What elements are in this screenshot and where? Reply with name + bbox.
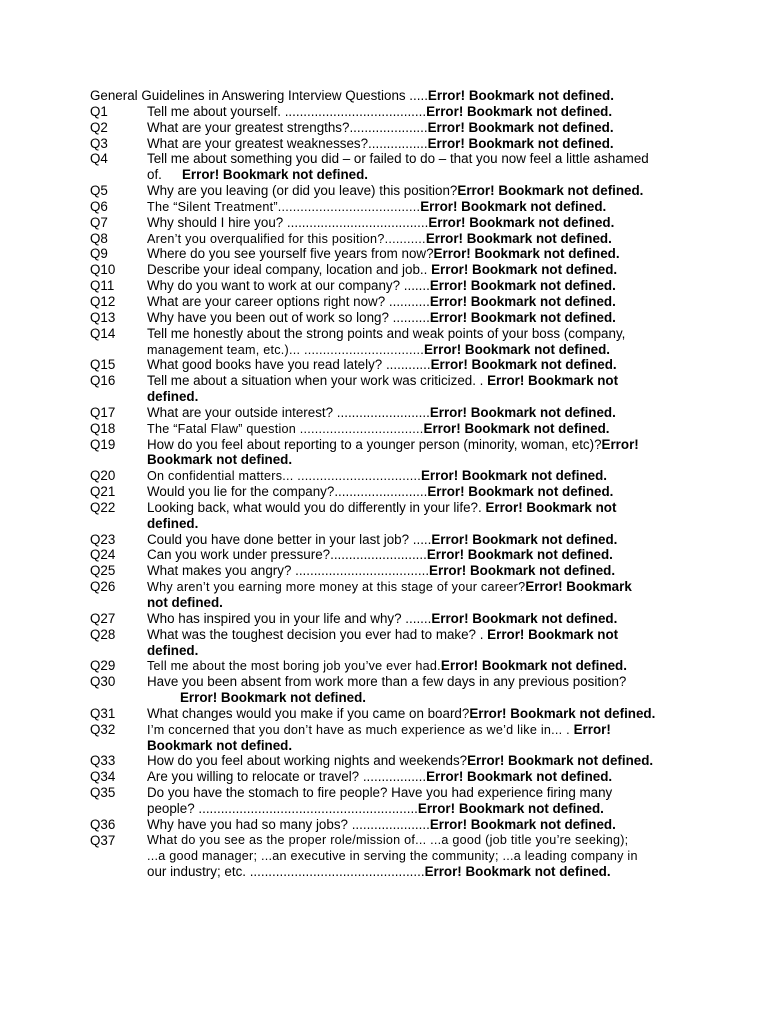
question-text: What are your career options right now? ........... xyxy=(147,293,430,309)
error-text: Error! Bookmark not defined. xyxy=(420,468,607,484)
toc-entry-q37[interactable] xyxy=(90,833,690,849)
question-number: Q24 xyxy=(90,547,116,563)
question-number: Q12 xyxy=(90,293,116,309)
question-number: Q14 xyxy=(90,325,116,341)
question-number: Q17 xyxy=(90,404,116,420)
toc-entry-q27[interactable] xyxy=(90,611,690,627)
toc-entry-q34[interactable] xyxy=(90,769,690,785)
question-number: Q27 xyxy=(90,610,116,626)
error-text: Error! Bookmark not xyxy=(487,626,619,642)
question-text: What are your greatest weaknesses?................ xyxy=(147,135,428,151)
question-number: Q16 xyxy=(90,373,116,389)
question-number: Q1 xyxy=(90,103,108,119)
toc-text: General Guidelines in Answering Interview Questions ..... xyxy=(90,88,428,103)
toc-entry-q11[interactable] xyxy=(90,278,690,294)
question-number: Q21 xyxy=(90,484,116,500)
question-number: Q35 xyxy=(90,785,116,801)
toc-entry-q30[interactable] xyxy=(90,674,690,690)
question-text: What changes would you make if you came on board? xyxy=(147,705,470,721)
question-text: The “Fatal Flaw” question ................................. xyxy=(147,421,424,436)
question-number: Q22 xyxy=(90,499,116,515)
question-text: Would you lie for the company?......................... xyxy=(147,484,428,500)
error-text: Bookmark not defined. xyxy=(147,737,293,753)
toc-entry-q21[interactable] xyxy=(90,484,690,500)
question-number: Q37 xyxy=(90,832,116,848)
question-text: Aren’t you overqualified for this position?........... xyxy=(147,231,426,246)
toc-entry-q12[interactable] xyxy=(90,294,690,310)
question-text: Have you been absent from work more than a few days in any previous position? xyxy=(147,674,627,690)
error-text: Error! Bookmark not defined. xyxy=(423,420,610,436)
error-text: Error! Bookmark not defined. xyxy=(417,800,604,816)
error-text: Error! Bookmark not defined. xyxy=(433,246,620,262)
error-text: Error! Bookmark not defined. xyxy=(426,103,613,119)
toc-entry-q2[interactable] xyxy=(90,120,690,136)
toc-entry-q22-cont[interactable] xyxy=(90,516,690,532)
question-number: Q33 xyxy=(90,753,116,769)
question-number: Q28 xyxy=(90,626,116,642)
toc-entry-q6[interactable] xyxy=(90,199,690,215)
question-text: Tell me about a situation when your work was criticized. . xyxy=(147,373,488,389)
question-text: Why have you been out of work so long? .......... xyxy=(147,309,430,325)
toc-entry-q35-cont[interactable] xyxy=(90,801,690,817)
question-text: people? ........................................................... xyxy=(147,800,418,816)
question-text: Who has inspired you in your life and why? ....... xyxy=(147,610,432,626)
question-number: Q19 xyxy=(90,436,116,452)
question-text: Why aren’t you earning more money at this stage of your career? xyxy=(147,580,526,595)
question-text: How do you feel about reporting to a younger person (minority, woman, etc)? xyxy=(147,436,602,452)
question-number: Q13 xyxy=(90,309,116,325)
toc-entry-q35[interactable] xyxy=(90,785,690,801)
toc-entry-q31[interactable] xyxy=(90,706,690,722)
error-text: defined. xyxy=(147,515,199,531)
toc-entry-q23[interactable] xyxy=(90,532,690,548)
question-text: Can you work under pressure?.......................... xyxy=(147,547,427,563)
error-text: defined. xyxy=(147,389,199,405)
error-text: Error! Bookmark not defined. xyxy=(420,198,607,214)
question-text: management team, etc.)... ................................ xyxy=(147,342,424,357)
question-text: Looking back, what would you do differently in your life?. xyxy=(147,499,486,515)
question-text: Tell me about yourself. ...................................... xyxy=(147,103,427,119)
toc-entry-q16[interactable] xyxy=(90,373,690,389)
error-text: defined. xyxy=(147,642,199,658)
error-text: Error! xyxy=(573,721,611,737)
question-text: Are you willing to relocate or travel? ................. xyxy=(147,769,427,785)
error-text: Error! Bookmark not defined. xyxy=(469,705,656,721)
error-text: Error! Bookmark not defined. xyxy=(180,690,367,706)
toc-entry-q15[interactable] xyxy=(90,357,690,373)
question-number: Q34 xyxy=(90,769,116,785)
question-number: Q3 xyxy=(90,135,108,151)
error-text: Bookmark not defined. xyxy=(147,452,293,468)
toc-entry-q32-cont[interactable] xyxy=(90,738,690,754)
table-of-contents xyxy=(90,88,690,880)
toc-entry-q13[interactable] xyxy=(90,310,690,326)
toc-entry-q26-cont[interactable] xyxy=(90,595,690,611)
toc-entry-q28[interactable] xyxy=(90,627,690,643)
question-number: Q15 xyxy=(90,357,116,373)
question-text: Could you have done better in your last job? ..... xyxy=(147,531,432,547)
error-text: Error! Bookmark not defined. xyxy=(431,610,618,626)
toc-entry-q28-cont[interactable] xyxy=(90,643,690,659)
error-text: Error! Bookmark not defined. xyxy=(431,262,618,278)
question-number: Q11 xyxy=(90,278,115,294)
error-text: Error! Bookmark not defined. xyxy=(426,769,613,785)
error-text: Error! Bookmark not defined. xyxy=(429,293,616,309)
question-number: Q18 xyxy=(90,420,116,436)
question-text: The “Silent Treatment”...................................... xyxy=(147,199,421,214)
toc-entry-q19[interactable] xyxy=(90,437,690,453)
error-text: Error! Bookmark not defined. xyxy=(429,563,616,579)
question-number: Q2 xyxy=(90,119,108,135)
toc-entry-q16-cont[interactable] xyxy=(90,389,690,405)
question-text: Tell me honestly about the strong points and weak points of your boss (company, xyxy=(147,325,626,341)
question-text: On confidential matters... ................................. xyxy=(147,469,421,484)
question-text: What are your greatest strengths?..................... xyxy=(147,119,428,135)
toc-entry-q20[interactable] xyxy=(90,468,690,484)
toc-entry-q22[interactable] xyxy=(90,500,690,516)
error-text: Error! Bookmark not defined. xyxy=(430,357,617,373)
error-text: Error! Bookmark not xyxy=(487,373,619,389)
question-number: Q31 xyxy=(90,705,116,721)
toc-entry-q5[interactable] xyxy=(90,183,690,199)
toc-entry-q24[interactable] xyxy=(90,547,690,563)
question-text: How do you feel about working nights and weekends? xyxy=(147,753,468,769)
question-text: What do you see as the proper role/mission of... ...a good (job title you’re seeking); xyxy=(147,832,629,847)
question-text: ...a good manager; ...an executive in serving the community; ...a leading company in xyxy=(147,848,638,863)
toc-entry-q9[interactable] xyxy=(90,246,690,262)
question-number: Q29 xyxy=(90,658,116,674)
toc-entry-q37-cont[interactable] xyxy=(90,849,690,865)
question-text: our industry; etc. ............................................... xyxy=(147,864,425,880)
question-number: Q4 xyxy=(90,151,108,167)
question-text: of. xyxy=(147,167,162,183)
error-text: Error! Bookmark not defined. xyxy=(431,531,618,547)
error-text: Error! Bookmark not defined. xyxy=(427,135,614,151)
toc-entry-q3[interactable] xyxy=(90,136,690,152)
question-text: Why should I hire you? ...................................... xyxy=(147,214,429,230)
toc-entry-q18[interactable] xyxy=(90,421,690,437)
question-number: Q36 xyxy=(90,816,116,832)
toc-entry-q36[interactable] xyxy=(90,817,690,833)
toc-entry-guidelines[interactable] xyxy=(90,88,690,104)
toc-entry-q7[interactable] xyxy=(90,215,690,231)
error-text: Error! xyxy=(601,436,639,452)
question-text: Why are you leaving (or did you leave) this position? xyxy=(147,183,458,199)
question-text: Tell me about the most boring job you’ve ever had. xyxy=(147,659,441,674)
question-text: What are your outside interest? ......................... xyxy=(147,404,430,420)
question-text: What good books have you read lately? ............ xyxy=(147,357,431,373)
question-text: Why do you want to work at our company? ....... xyxy=(147,278,430,294)
error-text: Error! Bookmark not defined. xyxy=(424,864,611,880)
error-text: Error! Bookmark not defined. xyxy=(467,753,654,769)
question-number: Q7 xyxy=(90,214,108,230)
question-number: Q10 xyxy=(90,262,116,278)
error-text: Error! Bookmark not defined. xyxy=(440,658,627,674)
toc-entry-q19-cont[interactable] xyxy=(90,452,690,468)
toc-entry-q4[interactable] xyxy=(90,151,690,167)
question-number: Q26 xyxy=(90,579,116,595)
toc-entry-q33[interactable] xyxy=(90,753,690,769)
toc-entry-q4-cont[interactable] xyxy=(90,167,690,183)
toc-entry-q26[interactable] xyxy=(90,579,690,595)
question-number: Q30 xyxy=(90,674,116,690)
toc-entry-q1[interactable] xyxy=(90,104,690,120)
question-number: Q8 xyxy=(90,230,108,246)
error-text: Error! Bookmark not defined. xyxy=(427,484,614,500)
question-number: Q20 xyxy=(90,468,116,484)
toc-entry-q37-cont2[interactable] xyxy=(90,864,690,880)
toc-entry-q8[interactable] xyxy=(90,231,690,247)
toc-entry-q14-cont[interactable] xyxy=(90,342,690,358)
question-number: Q32 xyxy=(90,721,116,737)
toc-entry-q30-cont[interactable] xyxy=(90,690,690,706)
error-text: Error! Bookmark not defined. xyxy=(427,88,614,103)
question-text: What was the toughest decision you ever had to make? . xyxy=(147,626,488,642)
question-number: Q5 xyxy=(90,183,108,199)
error-text: Error! Bookmark not defined. xyxy=(429,404,616,420)
question-number: Q23 xyxy=(90,531,116,547)
error-text: Error! Bookmark not defined. xyxy=(423,341,610,357)
question-text: Tell me about something you did – or failed to do – that you now feel a little ashamed xyxy=(147,151,649,167)
error-text: Error! Bookmark not defined. xyxy=(426,547,613,563)
question-text: Why have you had so many jobs? ..................... xyxy=(147,816,430,832)
error-text: Error! Bookmark not defined. xyxy=(457,183,644,199)
question-number: Q25 xyxy=(90,563,116,579)
question-number: Q9 xyxy=(90,246,108,262)
toc-entry-q10[interactable] xyxy=(90,262,690,278)
error-text: Error! Bookmark not defined. xyxy=(429,816,616,832)
question-text: Do you have the stomach to fire people? Have you had experience firing many xyxy=(147,785,613,801)
toc-entry-q25[interactable] xyxy=(90,563,690,579)
question-text: Describe your ideal company, location and job.. xyxy=(147,262,432,278)
error-text: Error! Bookmark not defined. xyxy=(429,278,616,294)
error-text: Error! Bookmark not xyxy=(485,499,617,515)
question-text: I’m concerned that you don’t have as much experience as we’d like in... . xyxy=(147,722,574,737)
toc-entry-q32[interactable] xyxy=(90,722,690,738)
error-text: Error! Bookmark not defined. xyxy=(182,167,369,183)
error-text: Error! Bookmark xyxy=(525,579,632,595)
toc-entry-q29[interactable] xyxy=(90,658,690,674)
question-number: Q6 xyxy=(90,198,108,214)
toc-entry-q17[interactable] xyxy=(90,405,690,421)
error-text: Error! Bookmark not defined. xyxy=(427,119,614,135)
question-text: What makes you angry? .................................... xyxy=(147,563,430,579)
error-text: Error! Bookmark not defined. xyxy=(428,214,615,230)
question-text: Where do you see yourself five years from now? xyxy=(147,246,434,262)
toc-entry-q14[interactable] xyxy=(90,326,690,342)
error-text: Error! Bookmark not defined. xyxy=(425,230,612,246)
error-text: Error! Bookmark not defined. xyxy=(429,309,616,325)
error-text: not defined. xyxy=(147,595,223,610)
